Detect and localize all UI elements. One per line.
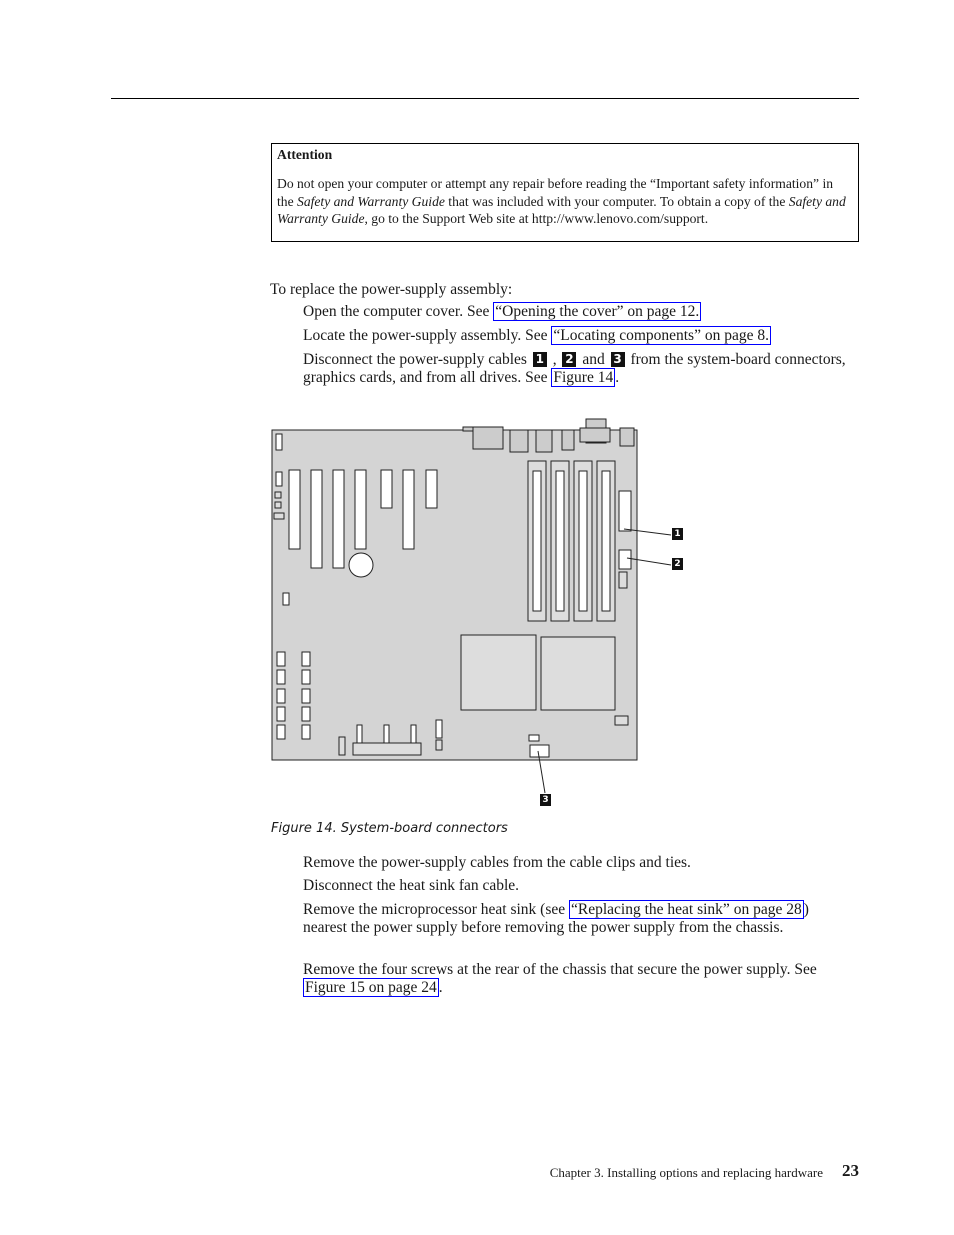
step-disconnect-fan: Disconnect the heat sink fan cable. (303, 877, 520, 894)
step-disconnect-cables: Disconnect the power-supply cables 1 , 2 and 3 from the system-board connectors, graphics cards, and from all drives. See Figure 14 . (303, 351, 846, 386)
link-figure-14[interactable]: Figure 14 (553, 369, 614, 386)
callout-badge-2: 2 (562, 352, 576, 367)
step-remove-heat-sink: Remove the microprocessor heat sink (see “Replacing the heat sink” on page 28 ) nearest the power supply before removing the power supply from the chassis. (303, 901, 809, 936)
page-number: 23 (842, 1161, 859, 1180)
callout-badge-3: 3 (611, 352, 625, 367)
header-rule (111, 98, 859, 99)
footer-chapter: Chapter 3. Installing options and replacing hardware (549, 1165, 823, 1180)
attention-box (271, 143, 859, 242)
link-replacing-heat-sink[interactable]: “Replacing the heat sink” on page 28 (571, 901, 802, 918)
figure-callout-1: 1 (672, 528, 683, 540)
intro-text: To replace the power-supply assembly: (270, 281, 513, 298)
step-open-cover: Open the computer cover. See “Opening the cover” on page 12. (303, 303, 700, 320)
link-opening-cover[interactable]: “Opening the cover” on page 12. (495, 303, 700, 320)
attention-text: Do not open your computer or attempt any repair before reading the “Important safety information” in the Safety and Warranty Guide that was included with your computer. To obtain a copy of the Safety and Warranty Guide, go to the Support Web site at http://www.lenovo.com/support. (277, 176, 846, 227)
link-figure-15[interactable]: Figure 15 on page 24 (305, 979, 437, 996)
figure-callout-3: 3 (540, 794, 551, 806)
figure-caption: Figure 14. System-board connectors (271, 821, 508, 836)
step-remove-screws: Remove the four screws at the rear of the chassis that secure the power supply. See Figure 15 on page 24 . (303, 961, 817, 996)
system-board-diagram (260, 410, 700, 810)
figure-callout-2: 2 (672, 558, 683, 570)
link-locating-components[interactable]: “Locating components” on page 8. (553, 327, 769, 344)
callout-badge-1: 1 (533, 352, 547, 367)
step-remove-cable-clips: Remove the power-supply cables from the cable clips and ties. (303, 854, 691, 871)
step-locate-power-supply: Locate the power-supply assembly. See “Locating components” on page 8. (303, 327, 769, 344)
attention-title: Attention (277, 147, 333, 162)
